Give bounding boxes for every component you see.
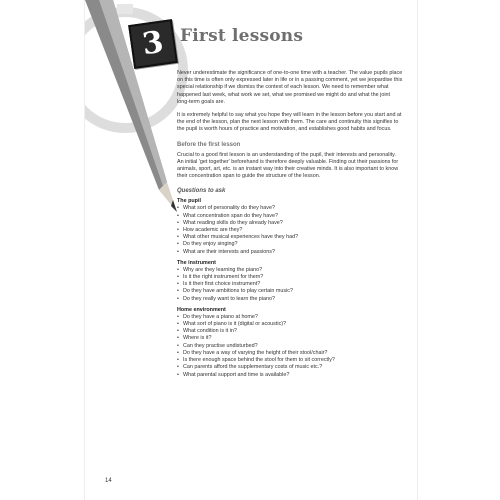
chapter-number-badge — [128, 19, 178, 69]
list-item: • How academic are they? — [177, 227, 403, 234]
list-item: • Do they have a way of varying the height of their stool/chair? — [177, 350, 403, 357]
list-item: • Can parents afford the supplementary costs of music etc.? — [177, 364, 403, 371]
group-title-pupil: The pupil — [177, 198, 201, 205]
list-item: • Where is it? — [177, 335, 403, 342]
chapter-number: 3 — [140, 24, 166, 63]
group-title-instrument: The instrument — [177, 259, 216, 266]
page-content — [177, 70, 403, 381]
stopwatch-crown — [117, 4, 133, 14]
intro-paragraph-1: Never underestimate the significance of one-to-one time with a teacher. The value pupils place on this time is often only expressed later in life or in a passing comment, yet we jeopardise this special relationship if we dismiss the context of each lesson. We need to remember what happened last week, what work we set, what we promised we might do and what the joint long-term goals are. — [177, 70, 403, 105]
list-item: • What are their interests and passions? — [177, 249, 403, 256]
intro-paragraph-2: It is extremely helpful to say what you hope they will learn in the lesson before you start and at the end of the lesson, plan the next lesson with them. The care and continuity this signifies to the pupil is worth hours of practice and motivation, and establishes good habits and focus. — [177, 112, 402, 133]
page-number: 14 — [105, 478, 112, 484]
book-page — [84, 0, 418, 500]
list-item: • Is it the right instrument for them? — [177, 274, 403, 281]
group-title-home: Home environment — [177, 306, 226, 313]
list-item: • What condition is it in? — [177, 328, 403, 335]
instrument-question-list — [177, 267, 403, 303]
list-item: • What other musical experiences have they had? — [177, 234, 403, 241]
list-item: • Is there enough space behind the stool for them to sit correctly? — [177, 357, 403, 364]
list-item: • Do they have a piano at home? — [177, 314, 403, 321]
list-item: • What reading skills do they already have? — [177, 220, 403, 227]
list-item: • Do they have ambitions to play certain music? — [177, 288, 403, 295]
section-heading-before: Before the first lesson — [177, 141, 241, 148]
list-item: • What concentration span do they have? — [177, 213, 403, 220]
list-item: • Is it their first choice instrument? — [177, 281, 403, 288]
list-item: • What sort of personality do they have? — [177, 205, 403, 212]
list-item: • What parental support and time is available? — [177, 372, 403, 379]
questions-heading: Questions to ask — [177, 188, 226, 195]
list-item: • Do they really want to learn the piano? — [177, 296, 403, 303]
list-item: • What sort of piano is it (digital or acoustic)? — [177, 321, 403, 328]
home-question-list — [177, 314, 403, 379]
pupil-question-list — [177, 205, 403, 255]
list-item: • Why are they learning the piano? — [177, 267, 403, 274]
list-item: • Do they enjoy singing? — [177, 241, 403, 248]
before-paragraph: Crucial to a good first lesson is an understanding of the pupil, their interests and personality. An initial 'get together' beforehand is therefore deeply valuable. Finding out their passions for animals, sport, art, etc. is an instant way into their creative minds. It is also important to know their concentration span to guide the structure of the lesson. — [177, 151, 399, 180]
chapter-title: First lessons — [180, 26, 304, 46]
list-item: • Can they practise undisturbed? — [177, 343, 403, 350]
